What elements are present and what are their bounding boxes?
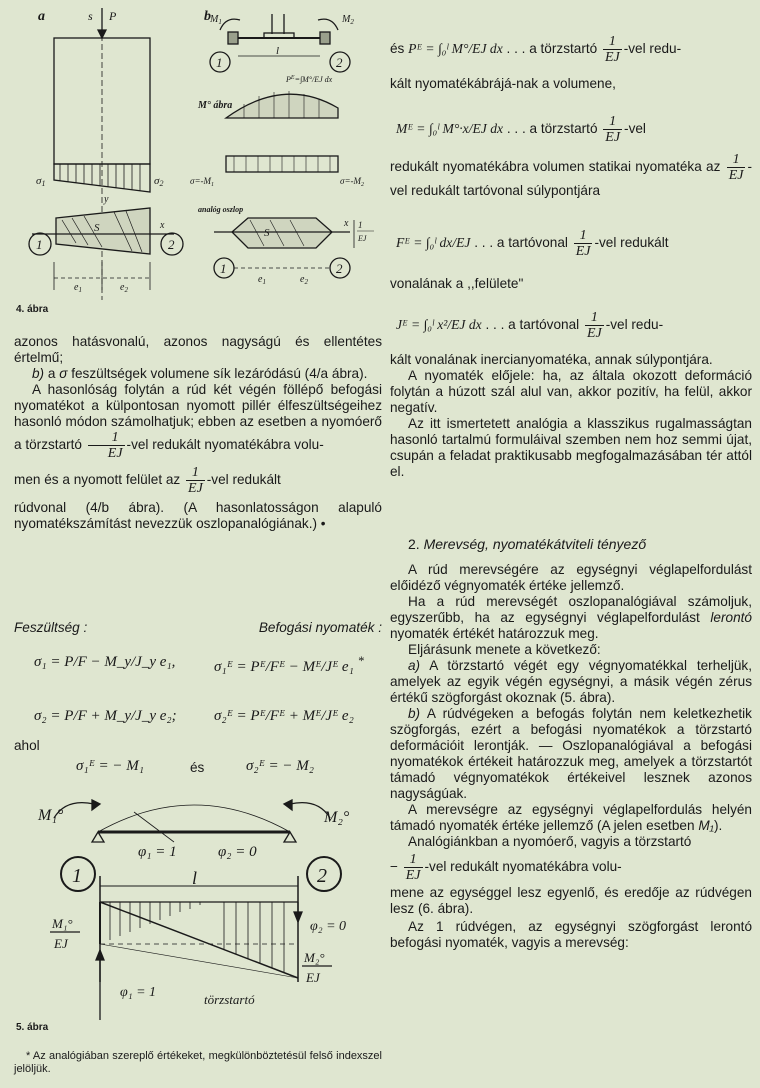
para-5: rúdvonal (4/b ábra). (A hasonlatosságon alapuló nyomatékszámítást nevezzük oszlopanalógiának.) • (14, 500, 382, 531)
para-3: A hasonlóság folytán a rúd két végén föllépő befogási nyomatékot a külpontosan nyomott pillér élfeszültségeihez hasonló módon számolhatjuk; ebben az esetben a nyomóerő a törzstartó $\frac{1}{EJ}$ -vel redukált nyomatékábra volu- (14, 382, 382, 461)
svg-text:e2: $e_2$ (120, 282, 128, 294)
svg-text:l: l (276, 45, 280, 57)
heading-feszultseg: Feszültség : (14, 620, 88, 635)
r-line-6: vonalának a ,,felülete" (390, 276, 524, 291)
figure-4 (14, 0, 382, 305)
figure-5 (14, 782, 382, 1022)
svg-text:φ₂ = 0: φ₂ = 0 (310, 919, 347, 934)
svg-text:φ₂ = 0: φ₂ = 0 (218, 844, 257, 860)
fig4-label-a: a (38, 9, 45, 24)
r-line-4: redukált nyomatékábra volumen statikai nyomatéka az $\frac{1}{EJ}$ -vel redukált tartóvonal súlypontjára (390, 152, 752, 198)
svg-text:M2: $M_2$ (342, 14, 354, 26)
svg-text:φ₁ = 1: φ₁ = 1 (138, 844, 177, 860)
svg-text:1: 1 (220, 261, 227, 276)
svg-text:S: S (264, 227, 270, 239)
para-1: azonos hatásvonalú, azonos nagyságú és ellentétes értelmű; (14, 334, 382, 365)
r-para-12: Ha a rúd merevségét oszlopanalógiával számoljuk, egyszerűbb, ha az egységnyi véglapelfordulást lerontó nyomaték értékét határozzuk meg. (390, 594, 752, 641)
svg-text:1: 1 (216, 55, 223, 70)
r-para-15: b) A rúdvégeken a befogás folytán nem keletkezhetik szögforgás, ezért a befogási nyomatékok a törzstartó deformációit lerontják. — Oszlopanalógiával a befogási nyomatékok értékeit határozzuk meg, amelyek a törzstartót támadó végnyomatékok értékeivel lesznek azonos nagyságúak. (390, 706, 752, 801)
svg-text:EJ: EJ (358, 234, 367, 243)
svg-text:M₁°: M₁° (52, 916, 73, 931)
eq3-a: σ₁ᴱ = − M₁ (76, 758, 144, 774)
fig4-s: s (88, 9, 93, 23)
svg-text:törzstartó: törzstartó (204, 992, 255, 1007)
svg-text:e1: $e_1$ (258, 274, 266, 286)
eq2-left: σ₂ = P/F + M_y/J_y e₂; (34, 708, 177, 724)
eq1-left: σ₁ = P/F − M_y/J_y e₁, (34, 654, 176, 670)
r-para-13: Eljárásunk menete a következő: (408, 642, 601, 657)
r-para-17: Analógiánkban a nyomóerő, vagyis a törzstartó (408, 834, 692, 849)
para-2: b) a σ feszültségek volumene sík lezáródású (4/a ábra). (32, 366, 368, 381)
svg-text:M₂°: M₂° (304, 950, 325, 965)
svg-text:2: 2 (317, 865, 327, 887)
svg-text:2: 2 (336, 261, 343, 276)
svg-text:analóg oszlop: analóg oszlop (198, 205, 244, 214)
svg-text:1: 1 (72, 865, 82, 887)
footnote: * Az analógiában szereplő értékeket, megkülönböztetésül felső indexszel jelöljük. (14, 1050, 382, 1075)
svg-text:PE=∫M°/EJ dx: $P^E=\int M^\circ/EJ$ dx (286, 75, 333, 84)
eq2-right: σ₂ᴱ = Pᴱ/Fᴱ + Mᴱ/Jᴱ e₂ (214, 708, 354, 724)
r-para-16: A merevségre az egységnyi véglapelfordulás helyén támadó nyomaték értéke jellemző (A jelen esetben M₁). (390, 802, 752, 833)
ahol: ahol (14, 738, 40, 753)
fig5-caption: 5. ábra (16, 1022, 49, 1033)
svg-text:M1: $M_1$ (210, 14, 222, 26)
section-heading: 2. Merevség, nyomatékátviteli tényező (408, 536, 647, 552)
heading-befogasi: Befogási nyomaték : (258, 620, 382, 635)
r-line-3: Mᴱ = ∫₀ˡ M°·x/EJ dx . . . a törzstartó $\frac{1}{EJ}$ -vel (396, 114, 646, 145)
svg-text:σ=-M1: $\sigma=-M_1$ (190, 176, 215, 188)
svg-text:σ=-M2: $\sigma=-M_2$ (340, 176, 365, 188)
svg-text:M₁°: M₁° (38, 807, 64, 824)
svg-text:σ1: σ1 (36, 175, 46, 188)
r-para-8: kált vonalának inercianyomatéka, annak súlypontjára. (390, 352, 713, 367)
svg-text:σ2: σ2 (154, 175, 164, 188)
svg-text:M₂°: M₂° (324, 809, 350, 826)
fig4-caption: 4. ábra (16, 304, 49, 315)
fig4-label-b: b (204, 9, 211, 24)
svg-text:M° ábra: M° ábra (198, 100, 233, 111)
svg-text:y: y (104, 194, 109, 205)
r-line-1: és Pᴱ = ∫₀ˡ M°/EJ dx . . . a törzstartó $\frac{1}{EJ}$ -vel redu- (390, 34, 682, 65)
svg-text:l: l (192, 868, 198, 888)
svg-text:EJ: EJ (306, 970, 320, 985)
svg-text:2: 2 (168, 237, 175, 252)
svg-text:S: S (94, 222, 100, 234)
para-4: men és a nyomott felület az $\frac{1}{EJ}$ -vel redukált (14, 465, 281, 496)
svg-text:EJ: EJ (54, 936, 68, 951)
svg-text:1: 1 (36, 237, 43, 252)
svg-text:x: x (344, 218, 349, 229)
svg-text:x: x (160, 220, 165, 231)
fig4-P: P (109, 9, 117, 23)
svg-text:e2: $e_2$ (300, 274, 308, 286)
svg-text:2: 2 (336, 55, 343, 70)
r-line-5: Fᴱ = ∫₀ˡ dx/EJ . . . a tartóvonal $\frac{1}{EJ}$ -vel redukált (396, 228, 669, 259)
r-para-19: Az 1 rúdvégen, az egységnyi szögforgást lerontó befogási nyomaték, vagyis a merevség: (390, 919, 752, 950)
r-para-18: mene az egységgel lesz egyenlő, és eredője az rúdvégen lesz (6. ábra). (390, 885, 752, 916)
svg-text:1: 1 (358, 220, 363, 230)
r-para-11: A rúd merevségére az egységnyi véglapelfordulást előidéző végnyomaték értéke jellemző. (390, 562, 752, 593)
r-para-10: Az itt ismertetett analógia a klasszikus rugalmasságtan hasonló tartalmú formuláival szemben nem hoz semmi újat, csupán a feladat praktikusabb megfogalmazásában tér attól el. (390, 416, 752, 479)
svg-text:e1: $e_1$ (74, 282, 82, 294)
eq3-b: σ₂ᴱ = − M₂ (246, 758, 314, 774)
r-para-17b: − $\frac{1}{EJ}$ -vel redukált nyomatékábra volu- (390, 852, 622, 883)
eq1-right: σ₁ᴱ = Pᴱ/Fᴱ − Mᴱ/Jᴱ e₁ * (214, 654, 364, 675)
r-para-14: a) A törzstartó végét egy végnyomatékkal terheljük, amelyek az egyik végén egységnyi, a másik végén zérus értékű szögforgást okoznak (5. ábra). (390, 658, 752, 705)
r-line-2: kált nyomatékábrájá-nak a volumene, (390, 76, 616, 91)
svg-text:φ₁ = 1: φ₁ = 1 (120, 985, 157, 1000)
r-line-7: Jᴱ = ∫₀ˡ x²/EJ dx . . . a tartóvonal $\frac{1}{EJ}$ -vel redu- (396, 310, 664, 341)
eq3-es: és (190, 760, 205, 775)
r-para-9: A nyomaték előjele: ha, az általa okozott deformáció folytán a húzott szál alul van, akkor pozitív, ha felül, akkor negatív. (390, 368, 752, 415)
